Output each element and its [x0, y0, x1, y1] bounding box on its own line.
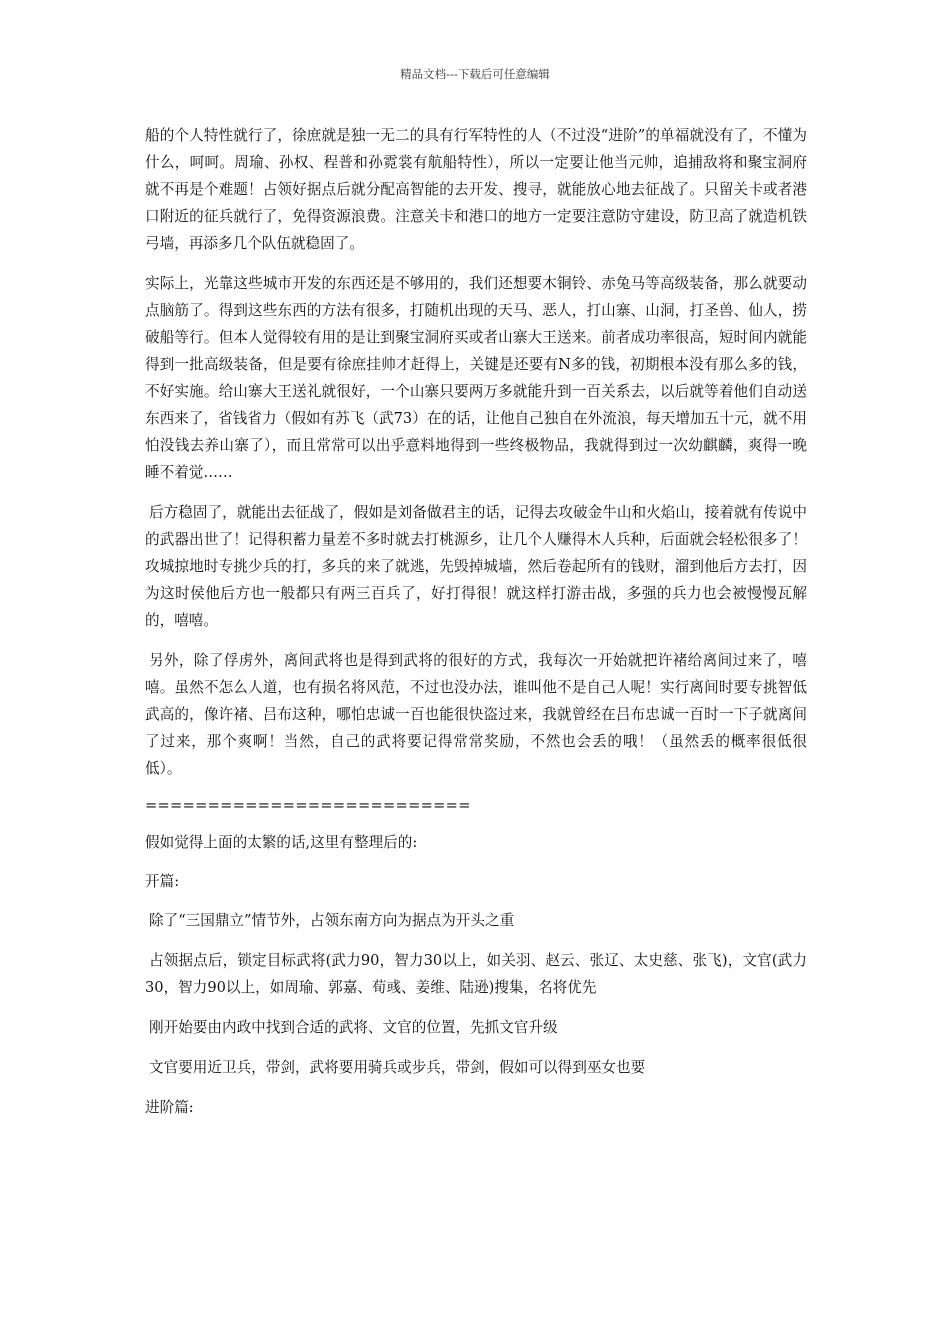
opening-item-4: 文官要用近卫兵，带剑，武将要用骑兵或步兵，带剑，假如可以得到巫女也要	[149, 1059, 646, 1076]
paragraph-3: 后方稳固了，就能出去征战了，假如是刘备做君主的话，记得去攻破金牛山和火焰山，接着就有传说中的武器出世了！记得积蓄力量差不多时就去打桃源乡，让几个人赚得木人兵种，后面就会轻松很多了！攻城掠地时专挑少兵的打，多兵的来了就逃，先毁掉城墙，然后卷起所有的钱财，溜到他后方去打，因为这时侯他后方也一般都只有两三百兵了，好打得很！就这样打游击战，多强的兵力也会被慢慢瓦解的，嘻嘻。	[145, 504, 807, 629]
section-heading-opening: 开篇:	[145, 873, 180, 890]
section-heading-advanced: 进阶篇:	[145, 1099, 194, 1116]
page-header: 精品文档---下载后可任意编辑	[400, 67, 550, 81]
opening-item-3: 刚开始要由内政中找到合适的武将、文官的位置，先抓文官升级	[149, 1019, 558, 1036]
summary-intro: 假如觉得上面的太繁的话,这里有整理后的:	[145, 834, 418, 851]
paragraph-2: 实际上，光靠这些城市开发的东西还是不够用的，我们还想要木铜铃、赤兔马等高级装备，那么就要动点脑筋了。得到这些东西的方法有很多，打随机出现的天马、恶人，打山寨、山洞，打圣兽、仙人，捞破船等行。但本人觉得较有用的是让到聚宝洞府买或者山寨大王送来。前者成功率很高，短时间内就能得到一批高级装备，但是要有徐庶挂帅才赶得上，关键是还要有N多的钱，初期根本没有那么多的钱，不好实施。给山寨大王送礼就很好，一个山寨只要两万多就能升到一百关系去，以后就等着他们自动送东西来了，省钱省力（假如有苏飞（武73）在的话，让他自己独自在外流浪，每天增加五十元，就不用怕没钱去养山寨了），而且常常可以出乎意料地得到一些终极物品，我就得到过一次幼麒麟，爽得一晚睡不着觉……	[145, 275, 807, 481]
paragraph-4: 另外，除了俘虏外，离间武将也是得到武将的很好的方式，我每次一开始就把许褚给离间过来了，嘻嘻。虽然不怎么人道，也有损名将风范，不过也没办法，谁叫他不是自己人呢！实行离间时要专挑智低武高的，像许褚、吕布这种，哪怕忠诚一百也能很快盗过来，我就曾经在吕布忠诚一百时一下子就离间了过来，那个爽啊！当然，自己的武将要记得常常奖励，不然也会丢的哦！（虽然丢的概率很低很低）。	[145, 652, 807, 777]
separator-line: ==========================	[145, 797, 471, 814]
document-body	[145, 122, 807, 1133]
opening-item-2: 占领据点后，锁定目标武将(武力90，智力30以上，如关羽、赵云、张辽、太史慈、张飞)，文官(武力30，智力90以上，如周瑜、郭嘉、荀彧、姜维、陆逊)搜集，名将优先	[145, 952, 807, 996]
paragraph-1: 船的个人特性就行了，徐庶就是独一无二的具有行军特性的人（不过没“进阶”的单福就没有了，不懂为什么，呵呵。周瑜、孙权、程普和孙霓裳有航船特性），所以一定要让他当元帅，追捕敌将和聚宝洞府就不再是个难题！占领好据点后就分配高智能的去开发、搜寻，就能放心地去征战了。只留关卡或者港口附近的征兵就行了，免得资源浪费。注意关卡和港口的地方一定要注意防守建设，防卫高了就造机铁弓墙，再添多几个队伍就稳固了。	[145, 127, 807, 252]
opening-item-1: 除了“三国鼎立”情节外，占领东南方向为据点为开头之重	[149, 912, 515, 929]
